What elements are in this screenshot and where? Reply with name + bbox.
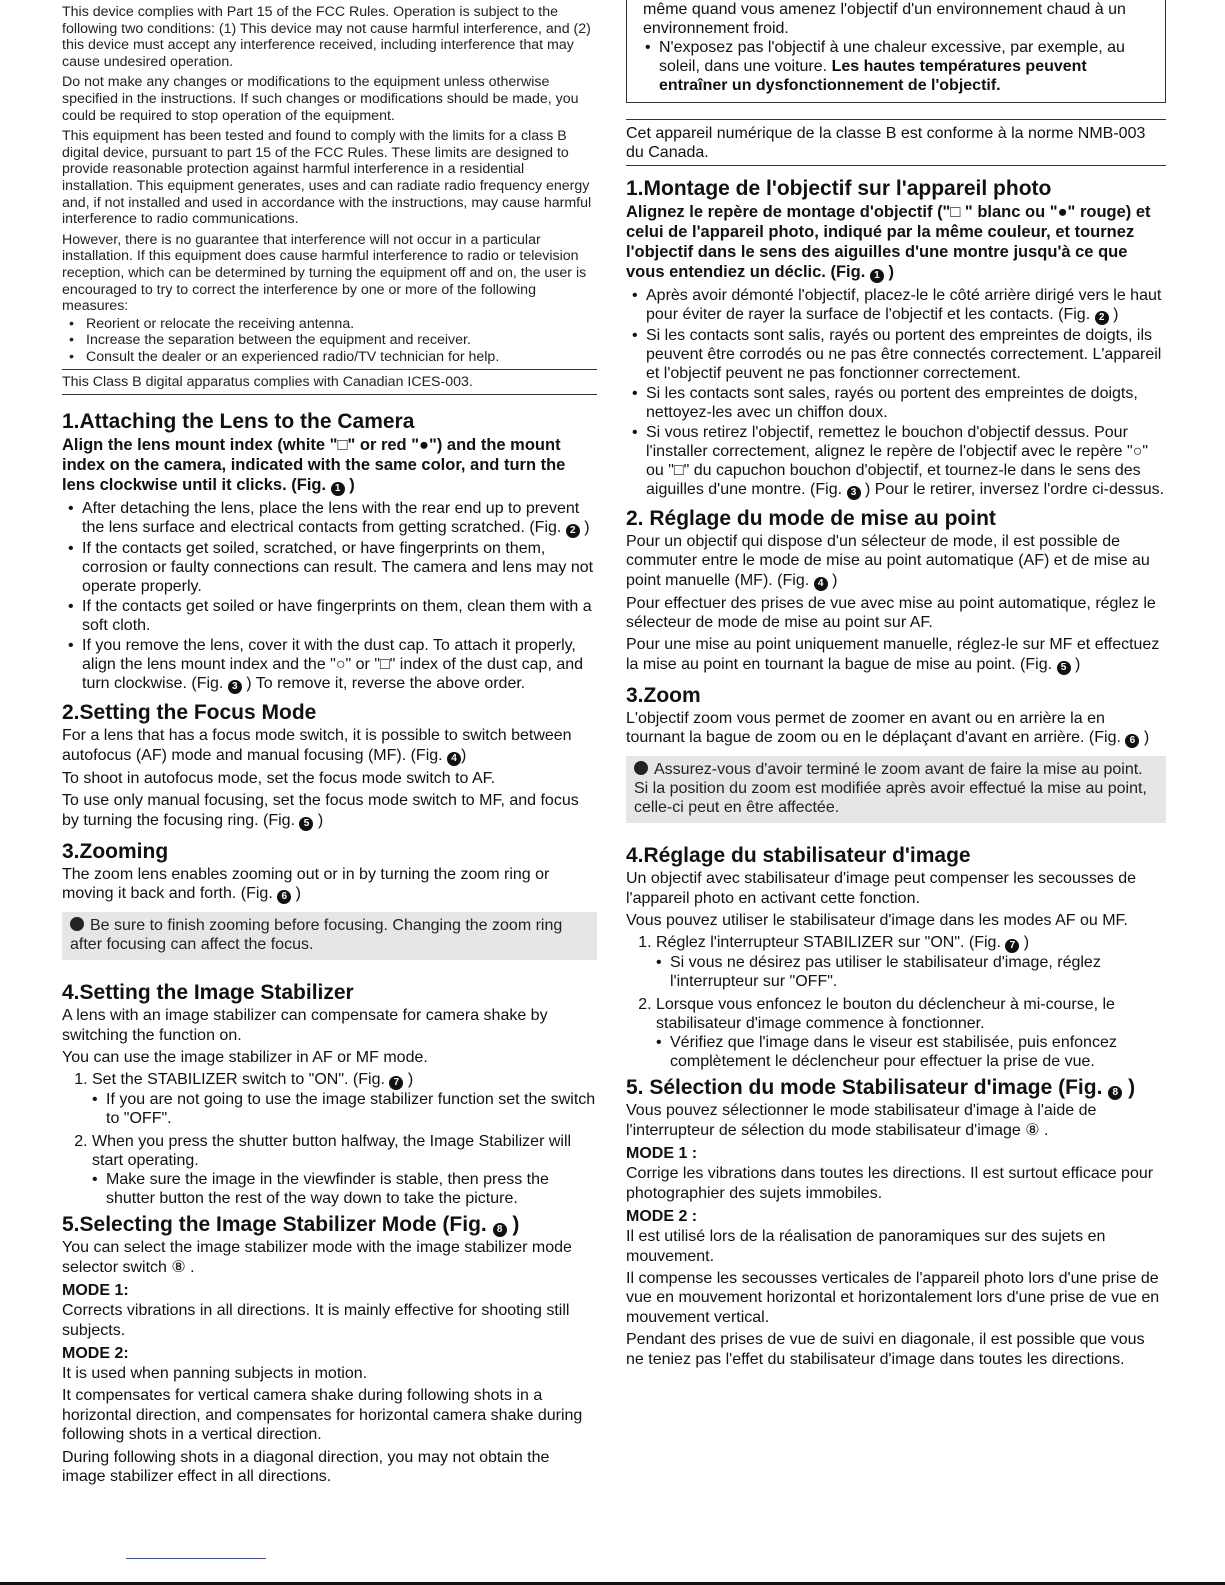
fcc-paragraph: This device complies with Part 15 of the FCC Rules. Operation is subject to the following two conditions: (1) This device may not cause harmful interference, and (2) this device must accept any interference received, including interference that may cause undesired operation. (62, 4, 591, 70)
section-body (62, 726, 597, 830)
section-title: 4.Setting the Image Stabilizer (62, 981, 354, 1005)
section-title: 2. Réglage du mode de mise au point (626, 506, 996, 530)
figure-4-icon: 4 (814, 577, 828, 591)
figure-8-icon: 8 (493, 1223, 507, 1237)
list-item: • After detaching the lens, place the lens with the rear end up to prevent the lens surface and electrical contacts from getting scratched. (Fig. 2 ) (82, 499, 597, 538)
figure-7-icon: 7 (389, 1076, 403, 1090)
list-item: • Vérifiez que l'image dans le viseur est stabilisée, puis enfoncez complètement le déclencheur pour effectuer la prise de vue. (670, 1033, 1166, 1071)
section-title: 3.Zooming (62, 839, 169, 863)
paragraph: même quand vous amenez l'objectif d'un environnement chaud à un environnement froid. (643, 1, 1126, 37)
list-item: • Si vous ne désirez pas utiliser le stabilisateur d'image, réglez l'interrupteur sur "OFF". (670, 953, 1166, 991)
section-body (626, 869, 1166, 930)
section-body (626, 709, 1166, 748)
bullet-list (643, 38, 1155, 95)
section-title: 1.Montage de l'objectif sur l'appareil photo (626, 176, 1052, 200)
paragraph: Vous pouvez utiliser le stabilisateur d'image dans les modes AF ou MF. (626, 912, 1128, 930)
figure-1-icon: 1 (331, 482, 345, 496)
ices-statement: This Class B digital apparatus complies with Canadian ICES-003. (62, 374, 473, 391)
list-item: 1. Set the STABILIZER switch to "ON". (Fig. 7 ) • If you are not going to use the image stabilizer function set the switch to "OFF". (92, 1070, 597, 1128)
fcc-measures-list (62, 316, 597, 366)
list-item: • Reorient or relocate the receiving antenna. (86, 316, 597, 333)
paragraph: Vous pouvez sélectionner le mode stabilisateur d'image à l'aide de l'interrupteur de sélection du mode stabilisateur d'image ⑧ . (626, 1102, 1097, 1139)
paragraph: It is used when panning subjects in motion. (62, 1364, 368, 1382)
step-list (626, 933, 1166, 1071)
section-title: 5.Selecting the Image Stabilizer Mode (Fig. 8 ) (62, 1213, 520, 1237)
fcc-statement (62, 4, 597, 365)
list-item: • Si les contacts sont sales, rayés ou portent des empreintes de doigts, nettoyez-les avec un chiffon doux. (646, 384, 1166, 422)
list-item: • If you remove the lens, cover it with the dust cap. To attach it properly, align the lens mount index and the "○" or "□" index of the dust cap, and turn clockwise. (Fig. 3 ) To remove it, reverse the above order. (82, 636, 597, 694)
list-item: • Après avoir démonté l'objectif, placez-le le côté arrière dirigé vers le haut pour éviter de rayer la surface de l'objectif et les contacts. (Fig. 2 ) (646, 286, 1166, 325)
section-lead: Alignez le repère de montage d'objectif ("□ " blanc ou "●" rouge) et celui de l'appareil photo, indiqué par la même couleur, et tournez l'objectif dans le sens des aiguilles d'une montre jusqu'à ce que vous entendiez un déclic. (Fig. 1 ) (626, 202, 1151, 281)
section-body (62, 1238, 597, 1486)
divider (626, 165, 1166, 166)
list-item: • Si vous retirez l'objectif, remettez le bouchon d'objectif dessus. Pour l'installer correctement, alignez le repère de l'objectif avec le repère "○" ou "□" du capuchon bouchon d'objectif, et tournez-le dans le sens des aiguilles d'une montre. (Fig. 3 ) Pour le retirer, inversez l'ordre ci-dessus. (646, 423, 1166, 500)
figure-4-icon: 4 (447, 752, 461, 766)
figure-2-icon: 2 (1095, 311, 1109, 325)
section-title: 2.Setting the Focus Mode (62, 701, 317, 725)
section-body (626, 532, 1166, 675)
figure-8-icon: 8 (1108, 1086, 1122, 1100)
figure-2-icon: 2 (566, 524, 580, 538)
section-title: 1.Attaching the Lens to the Camera (62, 410, 415, 434)
figure-6-icon: 6 (1125, 734, 1139, 748)
paragraph: It compensates for vertical camera shake during following shots in a horizontal direction, and compensates for horizontal camera shake during following shots in a vertical direction. (62, 1387, 583, 1444)
caution-icon (634, 761, 648, 775)
paragraph: L'objectif zoom vous permet de zoomer en avant ou en arrière la en tournant la bague de zoom ou en le déplaçant d'avant en arrière. (Fig. 6 ) (626, 709, 1150, 747)
caution-note: Assurez-vous d'avoir terminé le zoom avant de faire la mise au point. Si la position du zoom est modifiée après avoir effectué la mise au point, celle-ci peut en être affectée. (626, 756, 1166, 823)
figure-7-icon: 7 (1005, 939, 1019, 953)
figure-5-icon: 5 (299, 817, 313, 831)
french-column (626, 0, 1166, 1372)
list-item: • N'exposez pas l'objectif à une chaleur excessive, par exemple, au soleil, dans une voiture. Les hautes températures peuvent entraîner un dysfonctionnement de l'objectif. (659, 38, 1155, 95)
paragraph: Pour un objectif qui dispose d'un sélecteur de mode, il est possible de commuter entre le mode de mise au point automatique (AF) et de mise au point manuelle (MF). (Fig. 4 ) (626, 532, 1150, 589)
mode-heading: MODE 2 : (626, 1208, 698, 1226)
paragraph: You can use the image stabilizer in AF or MF mode. (62, 1048, 428, 1066)
figure-5-icon: 5 (1057, 661, 1071, 675)
bullet-list (62, 499, 597, 694)
list-item: • If you are not going to use the image stabilizer function set the switch to "OFF". (106, 1090, 597, 1128)
list-item: • Make sure the image in the viewfinder is stable, then press the shutter button the rest of the way down to take the picture. (106, 1170, 597, 1208)
fcc-paragraph: This equipment has been tested and found to comply with the limits for a class B digital device, pursuant to part 15 of the FCC Rules. These limits are designed to provide reasonable protection against harmful interference in a residential installation. This equipment generates, uses and can radiate radio frequency energy and, if not installed and used in accordance with the instructions, may cause harmful interference to radio communications. (62, 128, 592, 228)
section-body (626, 1101, 1166, 1368)
list-item: 2. When you press the shutter button halfway, the Image Stabilizer will start operating. • Make sure the image in the viewfinder is stable, then press the shutter button the rest of the way down to take the picture. (92, 1132, 597, 1208)
section-body (62, 865, 597, 904)
divider (62, 394, 597, 395)
figure-3-icon: 3 (847, 486, 861, 500)
english-column (62, 0, 597, 1489)
list-item: • Increase the separation between the equipment and receiver. (86, 332, 597, 349)
paragraph: For a lens that has a focus mode switch, it is possible to switch between autofocus (AF) mode and manual focusing (MF). (Fig. 4 ) (62, 727, 572, 764)
bullet-list (626, 286, 1166, 500)
figure-3-icon: 3 (228, 680, 242, 694)
paragraph: Il compense les secousses verticales de l'appareil photo lors d'une prise de vue en mouvement horizontal et horizontalement lors d'une prise de vue en mouvement vertical. (626, 1269, 1160, 1326)
section-title: 5. Sélection du mode Stabilisateur d'image (Fig. 8 ) (626, 1076, 1136, 1100)
paragraph: The zoom lens enables zooming out or in by turning the zoom ring or moving it back and forth. (Fig. 6 ) (62, 865, 550, 903)
list-item: • If the contacts get soiled, scratched, or have fingerprints on them, corrosion or faulty connections can result. The camera and lens may not operate properly. (82, 539, 597, 596)
caution-note: Be sure to finish zooming before focusing. Changing the zoom ring after focusing can affect the focus. (62, 912, 597, 960)
paragraph: A lens with an image stabilizer can compensate for camera shake by switching the function on. (62, 1007, 548, 1044)
list-item: • Consult the dealer or an experienced radio/TV technician for help. (86, 349, 597, 366)
caution-icon (70, 917, 84, 931)
figure-6-icon: 6 (277, 890, 291, 904)
list-item: • If the contacts get soiled or have fingerprints on them, clean them with a soft cloth. (82, 597, 597, 635)
paragraph: Pour une mise au point uniquement manuelle, réglez-le sur MF et effectuez la mise au point en tournant la bague de mise au point. (Fig. 5 ) (626, 636, 1160, 673)
nmb-statement: Cet appareil numérique de la classe B est conforme à la norme NMB-003 du Canada. (626, 125, 1146, 162)
section-title: 4.Réglage du stabilisateur d'image (626, 844, 971, 868)
paragraph: Pendant des prises de vue de suivi en diagonale, il est possible que vous ne teniez pas l'effet du stabilisateur d'image dans toutes les directions. (626, 1331, 1145, 1368)
list-item: 1. Réglez l'interrupteur STABILIZER sur "ON". (Fig. 7 ) • Si vous ne désirez pas utiliser le stabilisateur d'image, réglez l'interrupteur sur "OFF". (656, 933, 1166, 991)
list-item: • Si les contacts sont salis, rayés ou portent des empreintes de doigts, ils peuvent être corrodés ou ne pas être connectés correctement. L'appareil et l'objectif peuvent ne pas fonctionner correctement. (646, 326, 1166, 383)
paragraph: You can select the image stabilizer mode with the image stabilizer mode selector switch ⑧ . (62, 1239, 572, 1276)
paragraph: Il est utilisé lors de la réalisation de panoramiques sur des sujets en mouvement. (626, 1228, 1106, 1265)
paragraph: Un objectif avec stabilisateur d'image peut compenser les secousses de l'appareil photo en activant cette fonction. (626, 870, 1136, 907)
fcc-paragraph: Do not make any changes or modifications to the equipment unless otherwise specified in the instructions. If such changes or modifications should be made, you could be required to stop operation of the equipment. (62, 74, 579, 124)
paragraph: During following shots in a diagonal direction, you may not obtain the image stabilizer effect in all directions. (62, 1448, 550, 1485)
footer-underline (126, 1558, 266, 1559)
paragraph: Corrige les vibrations dans toutes les directions. Il est surtout efficace pour photographier des sujets immobiles. (626, 1165, 1154, 1202)
paragraph: To use only manual focusing, set the focus mode switch to MF, and focus by turning the focusing ring. (Fig. 5 ) (62, 792, 579, 829)
fcc-paragraph: However, there is no guarantee that interference will not occur in a particular installation. If this equipment does cause harmful interference to radio or television reception, which can be determined by turning the equipment off and on, the user is encouraged to try to correct the interference by one or more of the following measures: (62, 231, 587, 315)
figure-1-icon: 1 (870, 269, 884, 283)
section-body (62, 1006, 597, 1067)
paragraph: To shoot in autofocus mode, set the focus mode switch to AF. (62, 769, 496, 787)
mode-heading: MODE 1 : (626, 1145, 698, 1163)
section-lead: Align the lens mount index (white "□" or red "●") and the mount index on the camera, indicated with the same color, and turn the lens clockwise until it clicks. (Fig. 1 ) (62, 436, 566, 495)
warning-box (626, 0, 1166, 103)
paragraph: Corrects vibrations in all directions. It is mainly effective for shooting still subjects. (62, 1302, 570, 1339)
mode-heading: MODE 2: (62, 1344, 129, 1362)
paragraph: Pour effectuer des prises de vue avec mise au point automatique, réglez le sélecteur de mode de mise au point sur AF. (626, 594, 1156, 632)
step-list (62, 1070, 597, 1208)
section-title: 3.Zoom (626, 683, 701, 707)
list-item: 2. Lorsque vous enfoncez le bouton du déclencheur à mi-course, le stabilisateur d'image commence à fonctionner. • Vérifiez que l'image dans le viseur est stabilisée, puis enfoncez complètement le déclencheur pour effectuer la prise de vue. (656, 995, 1166, 1071)
mode-heading: MODE 1: (62, 1282, 129, 1300)
